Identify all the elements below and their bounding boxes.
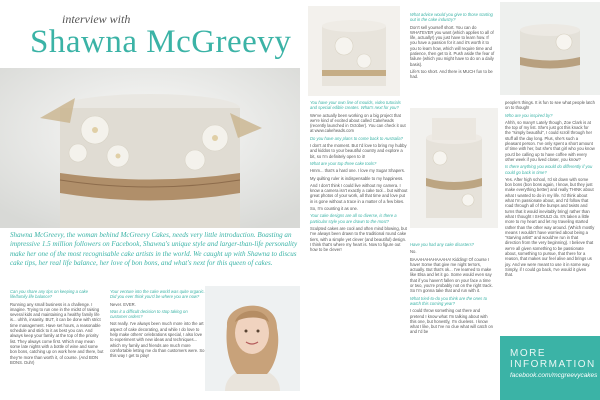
- answer: people's things. It is fun to see what people latch on to though!: [505, 100, 595, 111]
- more-information-title: MORE INFORMATION: [510, 348, 596, 370]
- answer: So, I'm counting it as one.: [310, 206, 359, 212]
- cake-photo: [0, 68, 300, 228]
- answer: Sculpted cakes are cool and often mind blowing, but I've always been drawn to the traditional round cake tiers, with a simple yet clever (and beautiful) design. I think that's where my heart is. Now to figure out how to be clever!: [310, 225, 407, 253]
- question: What tried-to-do you think are the ones to watch this coming year?: [410, 295, 488, 306]
- question: Your venture into the cake world was quite organic. Did you ever think you'd be where you are now?: [110, 289, 205, 300]
- question: Do you have any plans to come back to Australia?: [310, 135, 403, 141]
- answer: We've actually been working on a big project that we're kind of excited about called Cakeheads (recently launched in October). You can check it out at www.cakeheads.com: [310, 112, 406, 134]
- question: Can you share any tips on keeping a cake life/family life balance?: [10, 289, 88, 300]
- answer: And I don't think I could live without my camera. I know a camera isn't exactly a cake tool... but without great photos of your work, all that time and love put in is gone without a trace in a matter of a few bites.: [310, 182, 408, 204]
- answer: Running any small business is a challenge. I imagine. Trying to run one in the midst of raising several kids and maintaining a healthy family life is... uhhh, insanity. BUT, it can be done with strict time management. Have set hours, a reasonable schedule and stick to it as best you can. And always keep your family at the top of the priority list. They always come first. Which may mean some late nights with a bottle of wine and some bon bons, catching up on work here and there, but they're more than worth it, of course. (And BON BONS. Duh!): [10, 301, 104, 365]
- question: What are your top three cake tools?: [310, 160, 377, 166]
- question: What advice would you give to those starting out in the cake industry?: [410, 12, 493, 23]
- column-4: [410, 12, 495, 82]
- question: Who are you inspired by?: [505, 112, 553, 118]
- column-2: [110, 289, 205, 361]
- portrait-photo: [205, 286, 300, 391]
- question: Your cake designs are all so diverse, is there a particular style you are drawn to the most?: [310, 213, 397, 224]
- answer: Yes. After high school, I'd sit down with some bon bons (bon bons again, I know, but they just make everything better) and really THINK about what I wanted to do in my life. I'd think about what I'm passionate about, and I'd follow that road through all of the bumps and twists and turns that it would inevitably bring) rather than what I thought I SHOULD do. It's taken a little more to my heart and let my traveling started rather than the other way around. (Which mostly means I wouldn't have worried about being a "starving artist" and would've run in that direction from the very beginning). I believe that we're all given something to be passionate about, something to pursue, that there for a reason, that makes our feel alive and brings us joy. And we were meant to use it in some way. Simply, if I could go back, I've would it given that.: [505, 176, 595, 278]
- column-5: [505, 100, 595, 280]
- answer: Ahhh, so many!! Lately though, Zoe Clark is at the top of my list. She's just got this knack for the "simply beautiful", I could scroll through her stuff all the day long. Plus, she's such a pleasant person. I've only spent a short amount of time with her, but she's that girl who you know you'd be calling up to have coffee with every other week if you lived closer, you know?: [505, 119, 595, 162]
- answer: Hmm... that's a hard one. I love my Sugar Shapers.: [310, 168, 406, 174]
- cake-detail-photo: [500, 2, 600, 95]
- answer: No.: [410, 249, 417, 255]
- question: Is there anything you would do differently if you could go back in time?: [505, 164, 593, 175]
- facebook-link[interactable]: facebook.com/mcgreevycakes: [510, 372, 598, 379]
- answer: Don't sell yourself short. You can do WHATEVER you want (which applies to all of life, actually!) you just have to learn how. If you have a passion for it and it's worth it to you to learn how, which will require time and patience, then get to it. Push aside the fear of failure (which you might have to do on a daily basis).: [410, 24, 495, 67]
- interview-subtitle: interview with: [62, 12, 131, 26]
- cake-detail-photo: [308, 6, 400, 96]
- answer: Life's too short. And there is MUCH fun to be had.: [410, 68, 493, 80]
- question: Was it a difficult decision to stop taking on customer orders?: [110, 308, 188, 320]
- column-3: [310, 100, 408, 254]
- cake-detail-photo: [410, 108, 498, 228]
- column-1: [10, 289, 105, 367]
- answer: BAAAHAHAHAAAHA! Kidding! Of course I have! Some that give me night terrors, actually. But that's ok... I've learned to make like Elsa and let it go. Some would even say that if you haven't fallen on your face a time or two, you're probably not on the right track. So I'm gonna take that and run with it.: [410, 256, 493, 294]
- column-4-lower: [410, 242, 495, 337]
- answer: I don't at the moment. But I'd love to bring my hubby and kiddos to your beautiful country and explore a bit, so I'm definitely open to it!: [310, 143, 407, 159]
- answer: Not really. I've always been much more into the art aspect of cake decorating, and while I do love to help make others' celebrations special, I also love to experiment with new ideas and techniques... which my family and friends are much more comfortable letting me do than customers were. So this way I get to play!: [110, 321, 205, 359]
- intro-paragraph: Shawna McGreevy, the woman behind McGreevy Cakes, needs very little introduction. Boasting an impressive 1.5 million followers on Facebook, Shawna's unique style and larger-than-life personality make her one of the most recognisable cake artists in the world. We caught up with Shawna to discus cake tips, her real life balance, her love of bon bons, and what's next for this queen of cakes.: [10, 231, 298, 268]
- answer: My quilting ruler is indispensable to my happiness.: [310, 175, 404, 181]
- answer: I could throw something out there and pretend I know what I'm talking about with this one, but honestly, I'm clueless. I know what I like, but I've no clue what will catch on and I'd be: [410, 308, 493, 335]
- interview-title: Shawna McGreevy: [30, 24, 292, 60]
- answer: Never. EVER.: [110, 301, 136, 307]
- question: Have you had any cake disasters?: [410, 242, 475, 247]
- question: You have your own line of moulds, video tutorials and special edible creates. What's next for you?: [310, 100, 401, 111]
